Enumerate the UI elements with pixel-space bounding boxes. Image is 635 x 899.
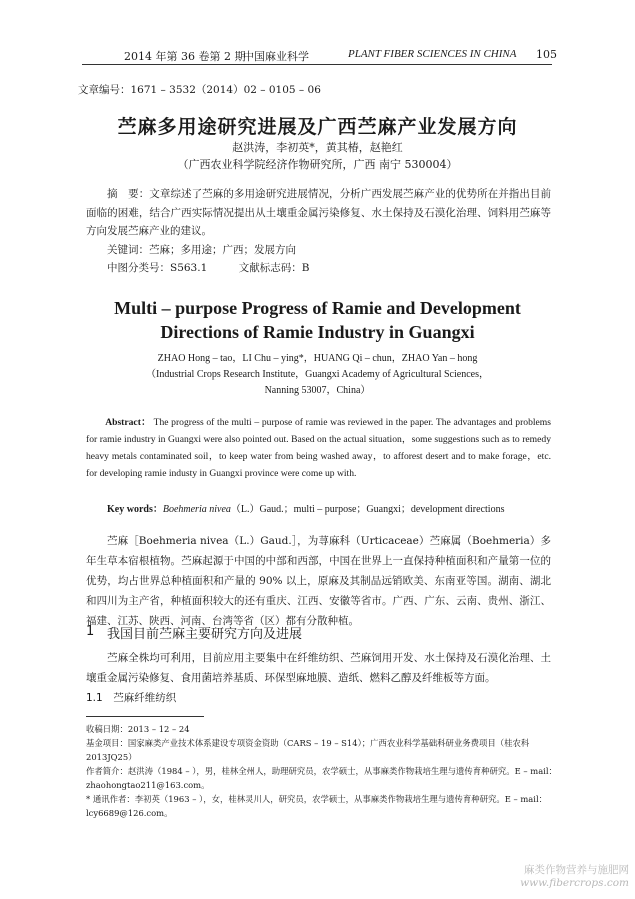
watermark-line1: 麻类作物营养与施肥网: [524, 864, 629, 876]
intro-paragraph: 苎麻［Boehmeria nivea（L.）Gaud.］，为荨麻科（Urticaceae）苎麻属（Boehmeria）多年生草本宿根植物。苎麻起源于中国的中部和西部，中国在世界上一直保持种植面积和产量第一位的优势，均占世界总种植面积和产量的 90% 以上，原麻及其制品远销欧美、东南亚等国。湖南、湖北和四川为主产省，种植面积较大的还有重庆、江西、安徽等省市。广西、广东、云南、贵州、浙江、福建、江苏、陕西、河南、台湾等省（区）都有分散种植。: [86, 535, 551, 627]
title-en-line2: Directions of Ramie Industry in Guangxi: [160, 322, 475, 342]
section-1-paragraph: 苎麻全株均可利用，目前应用主要集中在纤维纺织、苎麻饲用开发、水土保持及石漠化治理、土壤重金属污染修复、食用菌培养基质、环保型麻地膜、造纸、燃料乙醇及纤维板等方面。: [86, 652, 551, 684]
section-1-title: 我国目前苎麻主要研究方向及进展: [107, 627, 303, 642]
footnote-corresponding: * 通讯作者：李初英（1963 – ），女，桂林灵川人，研究员，农学硕士，从事麻类作物栽培生理与遗传育种研究。E – mail：: [86, 794, 548, 804]
header-page-number: 105: [536, 48, 557, 61]
watermark-line2: www.fibercrops.com: [520, 877, 629, 889]
header-journal-en: PLANT FIBER SCIENCES IN CHINA: [348, 48, 517, 60]
keywords-en-species: Boehmeria nivea: [162, 504, 231, 515]
section-1-1-heading: 1.1 苎麻纤维纺织: [86, 692, 177, 704]
footnote-email-2: lcy6689@126.com。: [86, 808, 173, 818]
section-1-number: 1: [86, 624, 95, 639]
abstract-cn-label: 摘 要：: [107, 188, 150, 200]
authors-cn: 赵洪涛，李初英*，黄其椿，赵艳红: [232, 141, 403, 154]
affiliation-en-line2: Nanning 53007，China）: [264, 385, 371, 396]
title-cn: 苎麻多用途研究进展及广西苎麻产业发展方向: [117, 116, 518, 138]
abstract-cn: [86, 185, 551, 241]
title-en-line1: Multi – purpose Progress of Ramie and Development: [114, 298, 521, 318]
footnote-email-1: zhaohongtao211@163.com。: [86, 780, 210, 790]
footnote-author-intro: 作者简介：赵洪涛（1984 – ），男，桂林全州人，助理研究员，农学硕士，从事麻类作物栽培生理与遗传育种研究。E – mail：: [86, 766, 557, 776]
abstract-cn-text: 文章综述了苎麻的多用途研究进展情况，分析广西发展苎麻产业的优势所在并指出目前面临的困难，结合广西实际情况提出从土壤重金属污染修复、水土保持及石漠化治理、饲料用苎麻等方向发展苎麻产业的建议。: [86, 188, 552, 237]
keywords-cn: 关键词：苎麻；多用途；广西；发展方向: [107, 244, 296, 256]
footnote-received: 收稿日期：2013 – 12 – 24: [86, 724, 190, 734]
header-issue: 2014 年第 36 卷第 2 期: [124, 50, 246, 63]
header-rule: [82, 64, 552, 65]
affiliation-en-line1: （Industrial Crops Research Institute，Guangxi Academy of Agricultural Sciences，: [146, 369, 489, 380]
footnote-fund: 基金项目：国家麻类产业技术体系建设专项资金资助（CARS – 19 – S14）；广西农业科学基础科研业务费项目（桂农科 2013JQ25）: [86, 738, 530, 762]
abstract-en-label: Abstract：: [105, 417, 152, 428]
keywords-en-label: Key words：: [107, 504, 163, 515]
footnote-rule: [86, 716, 204, 717]
authors-en: ZHAO Hong – tao，LI Chu – ying*，HUANG Qi – chun，ZHAO Yan – hong: [157, 353, 478, 364]
affiliation-cn: （广西农业科学院经济作物研究所，广西 南宁 530004）: [177, 158, 458, 171]
classification: 中图分类号：S563.1 文献标志码：B: [107, 262, 310, 274]
abstract-en-text: The progress of the multi – purpose of ramie was reviewed in the paper. The advantages and problems for ramie industry in Guangxi were also pointed out. Based on the actual situation，some suggestions such as to remedy heavy metals contaminated soil，to keep water from being washed away，to afforest desert and to make forage，etc. for developing ramie industy in Guangxi province were come up with.: [86, 417, 551, 479]
keywords-en-text: （L.）Gaud.；multi – purpose；Guangxi；development directions: [230, 504, 505, 515]
header-journal-cn: 中国麻业科学: [243, 50, 309, 63]
keywords-en: [107, 500, 504, 515]
article-number: 文章编号：1671 – 3532（2014）02 – 0105 – 06: [78, 84, 321, 96]
abstract-en: [86, 414, 551, 482]
